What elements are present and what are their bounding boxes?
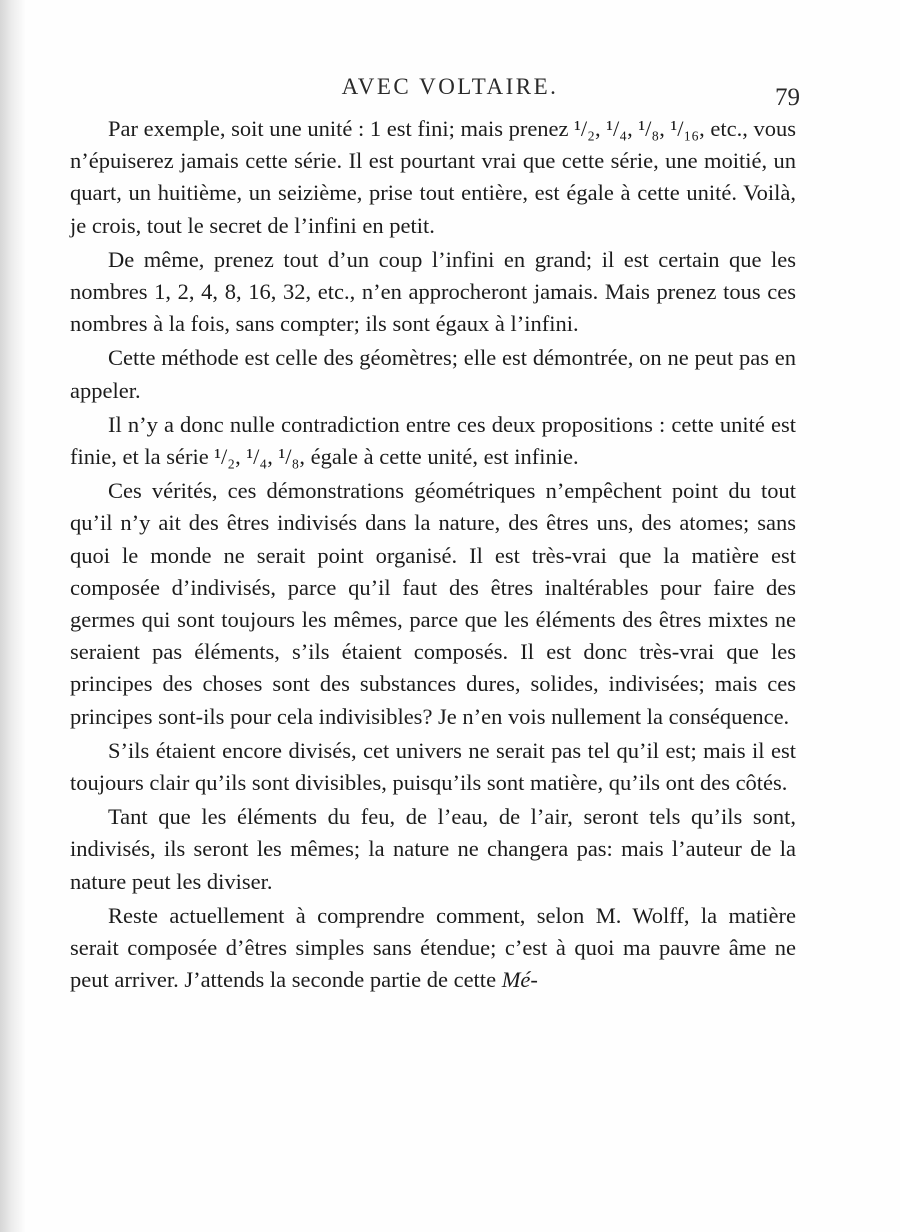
paragraph-8-italic-fragment: Mé- xyxy=(501,967,538,993)
paragraph-6: S’ils étaient encore divisés, cet univers ne serait pas tel qu’il est; mais il est toujours clair qu’ils sont divisibles, puisqu’ils sont matière, qu’ils ont des côtés. xyxy=(70,737,796,796)
paragraph-7: Tant que les éléments du feu, de l’eau, de l’air, seront tels qu’ils sont, indivisés, ils seront les mêmes; la nature ne changera pas: mais l’auteur de la nature peut les diviser. xyxy=(70,804,796,894)
running-title: AVEC VOLTAIRE. xyxy=(341,74,559,99)
gutter-shadow xyxy=(0,0,26,1232)
paragraph-1: Par exemple, soit une unité : 1 est fini; mais prenez ¹/₂, ¹/₄, ¹/₈, ¹/₁₆, etc., vous n’épuiserez jamais cette série. Il est pourtant vrai que cette série, une moitié, un quart, un huitième, un seizième, prise tout entière, est égale à cette unité. Voilà, je crois, tout le secret de l’infini en petit. xyxy=(70,116,796,238)
paragraph-5: Ces vérités, ces démonstrations géométriques n’empêchent point du tout qu’il n’y ait des êtres indivisés dans la nature, des êtres uns, des atomes; sans quoi le monde ne serait point organisé. Il est très-vrai que la matière est composée d’indivisés, parce qu’il faut des êtres inaltérables pour faire des germes qui sont toujours les mêmes, parce que les éléments des êtres mixtes ne seraient pas éléments, s’ils étaient composés. Il est donc très-vrai que les principes des choses sont des substances dures, solides, indivisées; mais ces principes sont-ils pour cela indivisibles? Je n’en vois nullement la conséquence. xyxy=(70,478,796,729)
paragraph-8 xyxy=(70,900,796,997)
paragraph-3: Cette méthode est celle des géomètres; elle est démontrée, on ne peut pas en appeler. xyxy=(70,345,796,403)
paragraph-4: Il n’y a donc nulle contradiction entre ces deux propositions : cette unité est finie, et la série ¹/₂, ¹/₄, ¹/₈, égale à cette unité, est infinie. xyxy=(70,411,796,470)
paragraph-8-text: Reste actuellement à comprendre comment, selon M. Wolff, la matière serait composée d’êtres simples sans étendue; c’est à quoi ma pauvre âme ne peut arriver. J’attends la seconde partie de cette xyxy=(70,902,796,993)
paragraph-2: De même, prenez tout d’un coup l’infini en grand; il est certain que les nombres 1, 2, 4, 8, 16, 32, etc., n’en approcheront jamais. Mais prenez tous ces nombres à la fois, sans compter; ils sont égaux à l’infini. xyxy=(70,246,796,337)
body-text xyxy=(70,113,796,996)
page-number: 79 xyxy=(775,84,800,111)
